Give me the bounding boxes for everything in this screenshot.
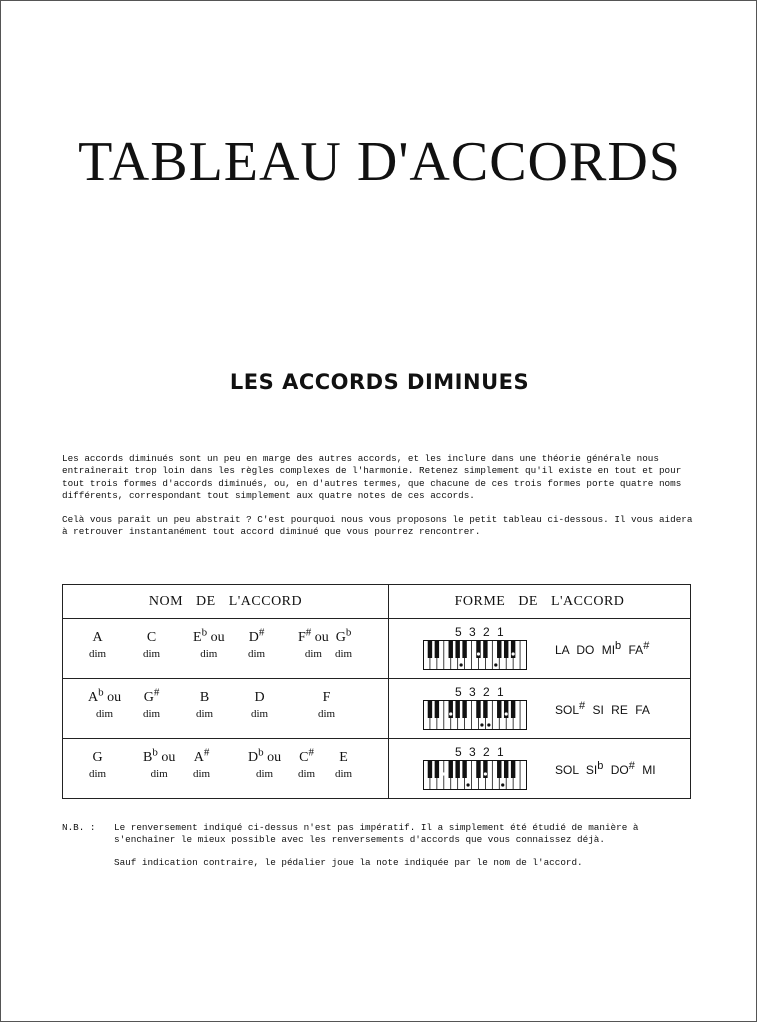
black-key [435,700,439,718]
chord-root: F [298,630,306,645]
played-key-dot [449,712,452,715]
note-name: SOL [555,763,579,777]
chord-letter [298,626,329,647]
note-name: MI [601,643,616,657]
chord-root: E [339,750,348,765]
black-key [504,760,508,778]
sharp-sign: # [643,640,650,652]
chord-name [196,689,213,721]
flat-sign: b [98,686,104,699]
chord-letter [89,629,106,647]
black-key [428,640,432,658]
chord-root: D [254,690,265,705]
chord-quality: dim [89,768,107,780]
chord-quality: dim [304,648,322,660]
played-key-dot [480,723,483,726]
flat-sign: b [201,626,208,639]
chord-letter [335,626,352,647]
black-key [511,760,515,778]
chord-root: B [143,750,153,765]
black-key [497,640,501,658]
chord-quality: dim [298,768,316,780]
chord-letter [143,746,176,767]
chord-table [62,584,691,799]
nb-paragraph-1: Le renversement indiqué ci-dessus n'est pas impératif. Il a simplement été étudié de manière à s'enchaîner le mieux possible avec les renversements d'accords que vous connaissez déjà. [114,822,639,846]
chord-root: D [248,750,259,765]
chord-letter [143,629,160,647]
black-key [504,640,508,658]
note-name: SI [585,763,598,777]
note-name: RE [611,703,628,717]
chord-quality: dim [335,768,353,780]
chord-name [143,629,160,661]
sharp-sign: # [153,686,160,699]
note-name: FA [635,703,650,717]
chord-name [298,746,316,781]
chord-letter [88,686,122,707]
ou-word: ou [311,630,329,645]
chord-root: A [193,750,204,765]
played-key-dot [487,723,490,726]
note-name: SI [592,703,604,717]
note-names [555,700,650,717]
black-key [435,760,439,778]
black-key [476,700,480,718]
table-row [63,739,691,799]
black-key [455,640,459,658]
section-title: LES ACCORDS DIMINUES [229,370,530,394]
sharp-sign: # [579,700,586,712]
black-key [455,760,459,778]
black-key [462,640,466,658]
chord-name [335,749,352,781]
black-key [483,700,487,718]
chord-quality: dim [193,768,211,780]
chord-letter [193,746,210,767]
chord-quality: dim [196,708,214,720]
chord-letter [248,746,282,767]
nb-label: N.B. : [62,822,96,833]
nb-paragraph-2: Sauf indication contraire, le pédalier joue la note indiquée par le nom de l'accord. [114,856,583,868]
chord-letter [89,749,106,767]
chord-quality: dim [256,768,274,780]
black-key [462,700,466,718]
keyboard-diagram-icon [423,640,527,670]
chord-quality: dim [251,708,269,720]
chord-name [298,626,329,661]
fingering-numbers: 5 3 2 1 [455,745,506,759]
sharp-sign: # [203,746,210,759]
chord-root: B [199,690,210,705]
header-chord-name: NOM DE L'ACCORD [63,585,389,619]
chord-name [193,746,211,781]
chord-root: G [92,750,103,765]
black-key [476,760,480,778]
played-key-dot [466,783,469,786]
note-name: FA [628,643,644,657]
note-names [555,640,650,657]
black-key [428,760,432,778]
intro-paragraph-1: Les accords diminués sont un peu en marge des autres accords, et les inclure dans une théorie générale nous entraînerait trop loin dans les règles complexes de l'harmonie. Retenez simplement qu'il existe en tout et pour tout trois formes d'accords diminués, ou, en d'autres termes, que chacune de ces trois formes porte quatre noms différents, correspondant tout simplement aux quatre notes de ces accords. [62,453,682,501]
chord-name [89,749,106,781]
chord-quality: dim [96,708,114,720]
flat-sign: b [597,760,604,772]
chord-name [88,686,122,721]
note-name: MI [642,763,656,777]
flat-sign: b [345,626,352,639]
chord-quality: dim [150,768,168,780]
note-name: DO [576,643,595,657]
played-key-dot [442,772,445,775]
played-key-dot [494,663,497,666]
intro-paragraph-2: Celà vous paraît un peu abstrait ? C'est pourquoi nous vous proposons le petit tableau ci-dessous. Il vous aidera à retrouver instantanément tout accord diminué que vous pourrez rencontrer. [62,514,693,538]
flat-sign: b [152,746,158,759]
chord-quality: dim [200,648,218,660]
ou-word: ou [263,750,282,765]
ou-word: ou [103,690,122,705]
chord-quality: dim [89,648,107,660]
chord-quality: dim [143,648,161,660]
chord-name [248,746,282,781]
chord-names-cell [63,679,389,739]
sharp-sign: # [628,760,635,772]
played-key-dot [460,663,463,666]
chord-letter [298,746,315,767]
chord-name [143,746,176,781]
flat-sign: b [258,746,264,759]
chord-name [251,689,268,721]
chord-root: C [146,630,157,645]
fingering-numbers: 5 3 2 1 [455,685,506,699]
chord-letter [193,626,225,647]
table-row [63,679,691,739]
chord-letter [335,749,352,767]
ou-word: ou [207,630,225,645]
sharp-sign: # [258,626,265,639]
sharp-sign: # [305,626,312,639]
note-name: DO [610,763,629,777]
played-key-dot [477,652,480,655]
nb-note [62,822,702,879]
chord-quality: dim [318,708,336,720]
chord-letter [251,689,268,707]
chord-root: A [88,690,99,705]
chord-root: G [143,690,154,705]
chord-name [89,629,106,661]
chord-quality: dim [143,708,161,720]
note-names [555,760,656,777]
chord-letter [143,686,160,707]
chord-root: D [248,630,259,645]
played-key-dot [484,772,487,775]
chord-root: F [322,690,331,705]
sharp-sign: # [308,746,314,759]
chord-quality: dim [335,648,353,660]
note-name: LA [555,643,570,657]
chord-letter [196,689,213,707]
ou-word: ou [157,750,176,765]
chord-name [318,689,335,721]
header-chord-form: FORME DE L'ACCORD [389,585,691,619]
chord-name [335,626,353,661]
chord-names-cell [63,619,389,679]
chord-root: E [193,630,202,645]
keyboard-diagram-icon [423,700,527,730]
chord-root: G [335,630,346,645]
played-key-dot [501,783,504,786]
black-key [483,640,487,658]
page-title: TABLEAU D'ACCORDS [78,131,681,193]
fingering-numbers: 5 3 2 1 [455,625,506,639]
chord-form-cell [389,619,691,679]
keyboard-diagram-icon [423,760,527,790]
black-key [462,760,466,778]
black-key [428,700,432,718]
black-key [449,640,453,658]
table-header-row [63,585,691,619]
chord-root: C [299,750,309,765]
flat-sign: b [615,640,622,652]
intro-text [62,453,702,551]
black-key [497,760,501,778]
chord-names-cell [63,739,389,799]
chord-form-cell [389,739,691,799]
chord-name [143,686,161,721]
black-key [455,700,459,718]
chord-name [193,626,225,661]
chord-quality: dim [248,648,266,660]
chord-root: A [92,630,103,645]
black-key [497,700,501,718]
chord-letter [248,626,265,647]
chord-form-cell [389,679,691,739]
played-key-dot [505,712,508,715]
chord-name [248,626,266,661]
table-row [63,619,691,679]
black-key [511,700,515,718]
black-key [435,640,439,658]
played-key-dot [512,652,515,655]
chord-letter [318,689,335,707]
black-key [449,760,453,778]
note-name: SOL [555,703,580,717]
